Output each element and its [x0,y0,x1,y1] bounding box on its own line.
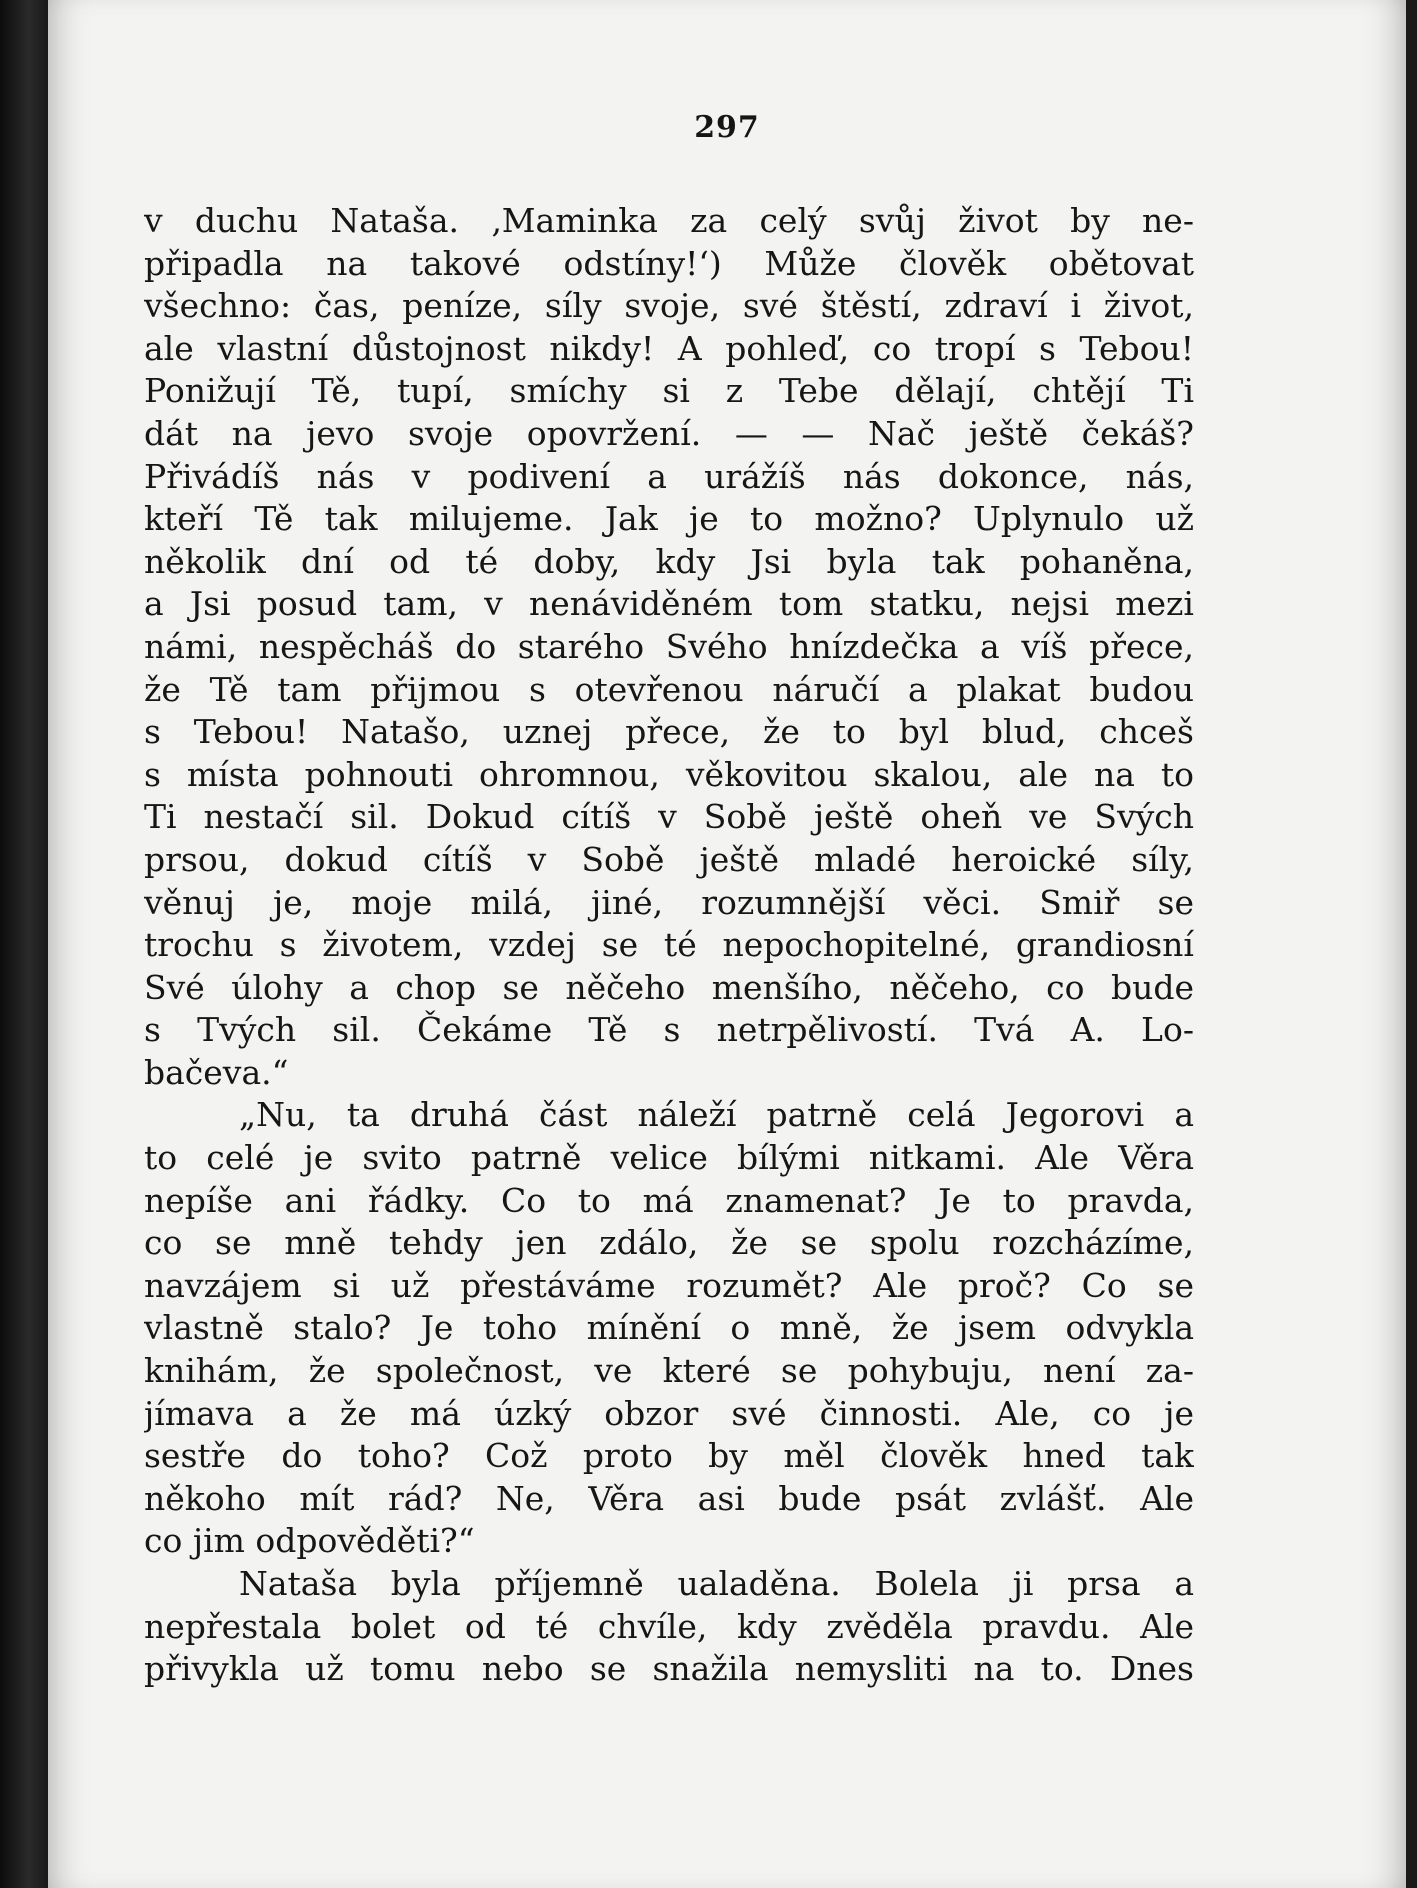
text-line: navzájem si už přestáváme rozumět? Ale proč? Co se [144,1265,1194,1305]
text-line: s Tvých sil. Čekáme Tě s netrpělivostí. Tvá A. Lo- [144,1010,1194,1050]
text-line: jímava a že má úzký obzor své činnosti. Ale, co je [144,1393,1194,1433]
text-line: Nataša byla příjemně ualaděna. Bolela ji prsa a [239,1564,1194,1603]
text-line: několik dní od té doby, kdy Jsi byla tak pohaněna, [144,541,1194,581]
text-line: všechno: čas, peníze, síly svoje, své štěstí, zdraví i život, [144,286,1194,326]
text-line: Přivádíš nás v podivení a urážíš nás dokonce, nás, [144,456,1194,496]
text-line: a Jsi posud tam, v nenáviděném tom statku, nejsi mezi [144,584,1194,624]
text-line: Ponižují Tě, tupí, smíchy si z Tebe dělají, chtějí Ti [144,371,1194,411]
text-line: co se mně tehdy jen zdálo, že se spolu rozcházíme, [144,1223,1194,1263]
text-line: v duchu Nataša. ‚Maminka za celý svůj život by ne- [144,201,1194,240]
text-line: knihám, že společnost, ve které se pohybuju, není za- [144,1351,1194,1391]
text-line: námi, nespěcháš do starého Svého hnízdečka a víš přece, [144,626,1194,666]
text-line: ale vlastní důstojnost nikdy! A pohleď, co tropí s Tebou! [144,328,1194,368]
text-line: s Tebou! Natašo, uznej přece, že to byl blud, chceš [144,712,1194,752]
book-binding-edge [0,0,48,1888]
text-line: to celé je svito patrně velice bílými nitkami. Ale Věra [144,1138,1194,1178]
text-line: Své úlohy a chop se něčeho menšího, něčeho, co bude [144,967,1194,1007]
text-line: bačeva.“ [144,1052,289,1092]
page-number: 297 [694,110,760,145]
text-line: věnuj je, moje milá, jiné, rozumnější věci. Smiř se [144,882,1194,922]
text-line: co jim odpověděti?“ [144,1521,475,1561]
text-line: kteří Tě tak milujeme. Jak je to možno? Uplynulo už [144,499,1194,539]
text-line: nepřestala bolet od té chvíle, kdy zvěděla pravdu. Ale [144,1606,1194,1646]
book-page [48,0,1406,1888]
text-line: že Tě tam přijmou s otevřenou náručí a plakat budou [144,669,1194,709]
text-line: sestře do toho? Což proto by měl člověk hned tak [144,1436,1194,1476]
text-line: vlastně stalo? Je toho mínění o mně, že jsem odvykla [144,1308,1194,1348]
text-line: připadla na takové odstíny!‘) Může člověk obětovat [144,243,1194,283]
text-line: nepíše ani řádky. Co to má znamenat? Je to pravda, [144,1180,1194,1220]
text-line: Ti nestačí sil. Dokud cítíš v Sobě ještě oheň ve Svých [144,797,1194,837]
text-line: přivykla už tomu nebo se snažila nemysliti na to. Dnes [144,1649,1194,1689]
text-line: dát na jevo svoje opovržení. — — Nač ještě čekáš? [144,413,1194,453]
text-line: prsou, dokud cítíš v Sobě ještě mladé heroické síly, [144,839,1194,879]
text-line: někoho mít rád? Ne, Věra asi bude psát zvlášť. Ale [144,1478,1194,1518]
body-text [144,200,1194,1691]
text-line: trochu s životem, vzdej se té nepochopitelné, grandiosní [144,925,1194,965]
text-line: „Nu, ta druhá část náleží patrně celá Jegorovi a [239,1095,1194,1135]
text-line: s místa pohnouti ohromnou, věkovitou skalou, ale na to [144,754,1194,794]
